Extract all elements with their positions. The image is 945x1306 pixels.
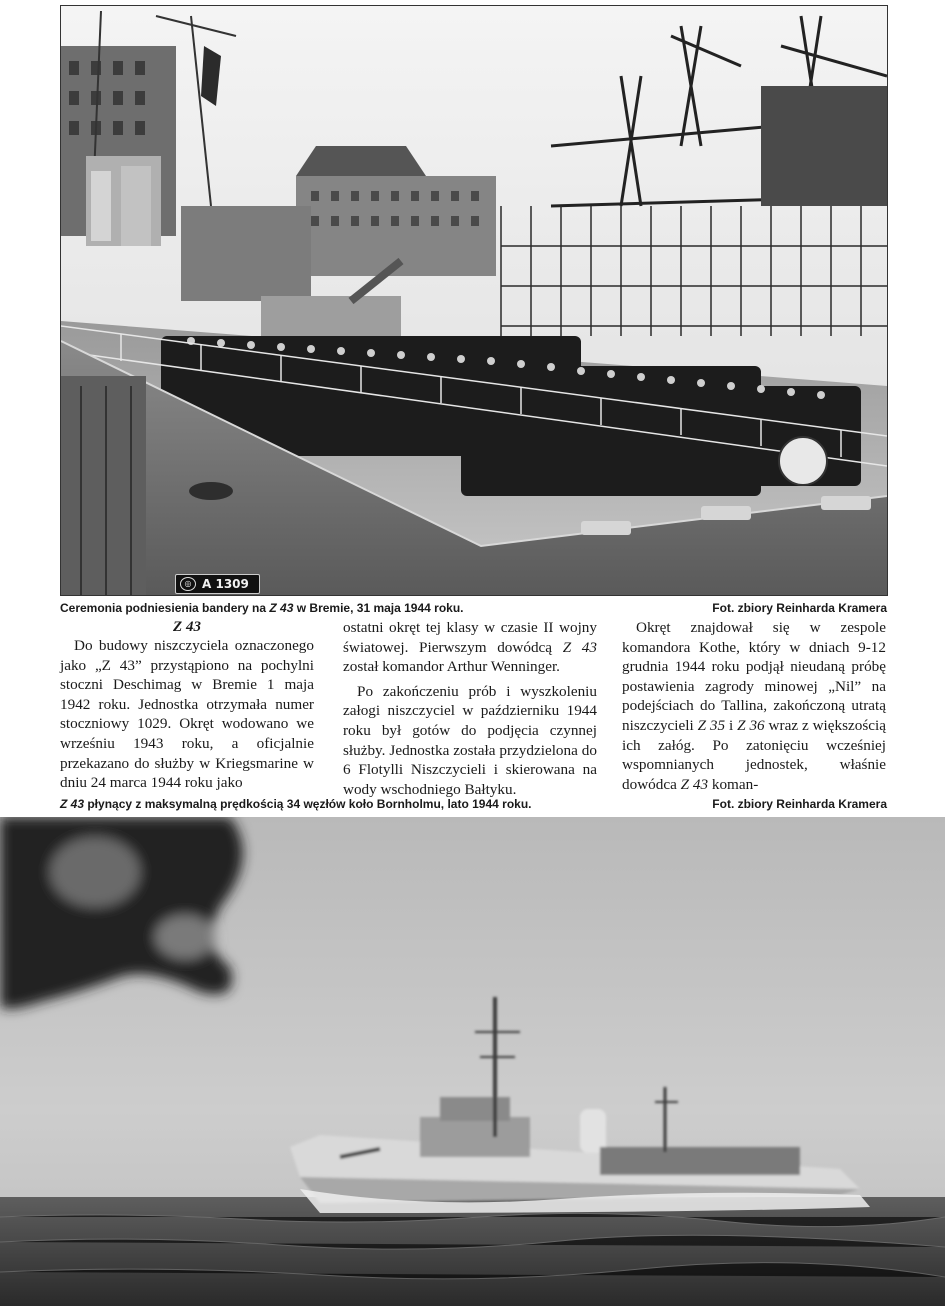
plate-text: A 1309 xyxy=(202,577,249,591)
caption-top-text-a: Ceremonia podniesienia bandery na xyxy=(60,601,270,615)
caption-top-photo xyxy=(60,601,464,615)
caption-bottom-photo xyxy=(60,797,532,811)
section-heading: Z 43 xyxy=(173,619,201,635)
photo-flag-ceremony-image xyxy=(61,6,887,595)
column-2-paragraph-1 xyxy=(343,618,597,677)
caption-top-text-b: w Bremie, 31 maja 1944 roku. xyxy=(293,601,464,615)
column-2-paragraph-2: Po zakończeniu prób i wyszkoleniu załogi niszczyciel w październiku 1944 roku był gotów do podjęcia czynnej służby. Jednostka została przydzielona do 6 Flotylli Niszczycieli i skierowana na wody wschodniego Bałtyku. xyxy=(343,682,597,798)
credit-top-photo: Fot. zbiory Reinharda Kramera xyxy=(712,601,887,615)
col2-text-b: został komandor Arthur Wenninger. xyxy=(343,658,560,676)
caption-bottom-text: płynący z maksymalną prędkością 34 węzłów koło Bornholmu, lato 1944 roku. xyxy=(84,797,532,811)
col3-text-c: koman- xyxy=(708,775,759,793)
photo-flag-ceremony xyxy=(60,5,888,596)
photo-plate-label xyxy=(175,574,260,594)
caption-top-ship: Z 43 xyxy=(269,601,294,615)
caption-bottom-ship: Z 43 xyxy=(60,797,85,811)
article-column-1 xyxy=(60,618,314,793)
col2-ship: Z 43 xyxy=(562,638,597,656)
archive-stamp-icon: ◎ xyxy=(180,577,196,591)
col3-ship-1: Z 35 xyxy=(697,716,726,734)
column-3-paragraph xyxy=(622,618,886,794)
col3-text-b: wraz z większością ich załóg. Po zatonięciu wcześniej wspomnianych jednostek, właśnie dowódca xyxy=(622,716,886,793)
column-1-paragraph: Do budowy niszczyciela oznaczonego jako „Z 43” przystąpiono na pochylni stoczni Deschimag w Bremie 1 maja 1942 roku. Jednostka otrzymała numer stoczniowy 1029. Okręt wodowano we wrześniu 1943 roku, a oficjalnie przekazano do służby w Kriegsmarine w dniu 24 marca 1944 roku jako xyxy=(60,637,314,792)
col3-text-mid: i xyxy=(725,716,738,734)
col3-text-a: Okręt znajdował się w zespole komandora Kothe, który w dniach 9-12 grudnia 1944 roku podjął nieudaną próbę postawienia zagrody minowej „Nil” na podejściach do Tallina, zakończoną utratą niszczycieli xyxy=(622,619,886,734)
col2-text-a: ostatni okręt tej klasy w czasie II wojny światowej. Pierwszym dowódcą xyxy=(343,619,597,656)
article-column-2 xyxy=(343,618,597,799)
photo-destroyer-at-sea xyxy=(0,817,945,1306)
col3-ship-3: Z 43 xyxy=(680,775,709,793)
photo-destroyer-at-sea-image xyxy=(0,817,945,1306)
article-column-3 xyxy=(622,618,886,794)
credit-bottom-photo: Fot. zbiory Reinharda Kramera xyxy=(712,797,887,811)
col3-ship-2: Z 36 xyxy=(737,716,765,734)
